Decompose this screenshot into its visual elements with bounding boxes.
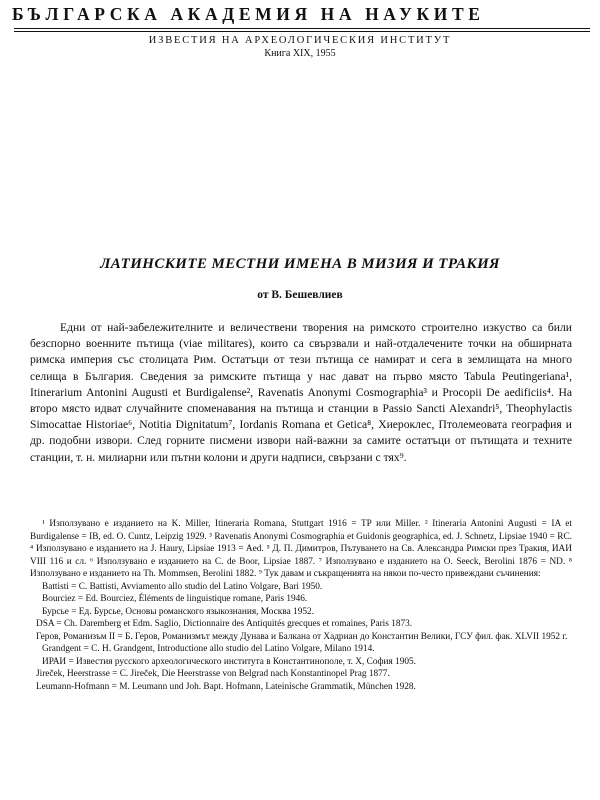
- abbreviation-entry: DSA = Ch. Daremberg et Edm. Saglio, Dictionnaire des Antiquités grecques et romaines, Paris 1873.: [36, 619, 413, 629]
- institute-subtitle: ИЗВЕСТИЯ НА АРХЕОЛОГИЧЕСКИЯ ИНСТИТУТ: [148, 35, 452, 46]
- abbreviation-entry: Bourciez = Ed. Bourciez, Éléments de linguistique romane, Paris 1946.: [42, 594, 308, 604]
- article-body: Едни от най-забележителните и величествени творения на римското строително изкуство са били безспорно военните пътища (viae militares), които са свързвали и най-отдалечените точки на обширната римска империя със столицата Рим. Остатъци от тези пътища се намират и сега в землищата на много селища в България. Сведения за римските пътища у нас дават на първо място Tabula Peutingeriana¹, Itinerarium Antonini Augusti et Burdigalense², Ravenatis Anonymi Cosmographia³ и Procopii De aedificiis⁴. На второ място идват случайните споменавания на пътища и станции в Passio Sancti Alexandri⁵, Theophylactis Simocattae Historiae⁶, Notitia Dignitatum⁷, Iordanis Romana et Getica⁸, Хиероклес, Птолемеовата география и др. подобни извори. След горните писмени извори най-важни за самите остатъци от пътищата и техните станции, т. н. милиарни или пътни колони и други надписи, свързани с тях⁹.: [30, 321, 572, 464]
- abbreviation-entry: ИРАИ = Известия русского археологического института в Константинополе, т. X, София 1905.: [42, 656, 416, 667]
- abbreviation-entry: Battisti = C. Battisti, Avviamento allo studio del Latino Volgare, Bari 1950.: [42, 581, 323, 592]
- book-volume: Книга XIX, 1955: [264, 48, 336, 59]
- header-rule-thin: [14, 31, 590, 32]
- abbreviation-entry: Геров, Романизъм II = Б. Геров, Романизмът между Дунава и Балкана от Хадриан до Константин Велики, ГСУ фил. фак. XLVII 1952 г.: [36, 631, 568, 642]
- header-rule: [14, 28, 590, 29]
- abbreviation-entry: Leumann-Hofmann = M. Leumann und Joh. Bapt. Hofmann, Lateinische Grammatik, München 1928.: [36, 681, 416, 692]
- footnotes: [30, 518, 572, 693]
- article-title: ЛАТИНСКИТЕ МЕСТНИ ИМЕНА В МИЗИЯ И ТРАКИЯ: [100, 256, 500, 272]
- footnote-main: ¹ Използувано е изданието на K. Miller, Itineraria Romana, Stuttgart 1916 = TP или Miller. ² Itineraria Antonini Augusti = IA et Burdigalense = IB, ed. O. Cuntz, Leipzig 1929. ³ Ravenatis Anonymi Cosmographia et Guidonis geographica, ed. J. Schnetz, Lipsiae 1940 = RC. ⁴ Използувано е изданието на J. Haury, Lipsiae 1913 = Aed. ⁵ Д. П. Димитров, Пътуването на Св. Александра Римски през Тракия, ИАИ VIII 116 и сл. ⁶ Използувано е изданието на C. de Boor, Lipsiae 1887. ⁷ Използувано е изданието на O. Seeck, Berolini 1876 = ND. ⁸ Използувано е изданието на Th. Mommsen, Berolini 1882. ⁹ Тук давам и съкращенията на някои по-често привеждани съчинения:: [30, 519, 572, 579]
- abbreviation-entry: Бурсье = Ед. Бурсье, Основы романского языкознания, Москва 1952.: [42, 606, 314, 617]
- article-author: от В. Бешевлиев: [257, 289, 343, 301]
- abbreviation-entry: Jireček, Heerstrasse = C. Jireček, Die Heerstrasse von Belgrad nach Konstantinopel Prag 1877.: [36, 669, 390, 679]
- academy-header: БЪЛГАРСКА АКАДЕМИЯ НА НАУКИТЕ: [12, 4, 485, 24]
- abbreviation-entry: Grandgent = C. H. Grandgent, Introductione allo studio del Latino Volgare, Milano 1914.: [42, 644, 375, 654]
